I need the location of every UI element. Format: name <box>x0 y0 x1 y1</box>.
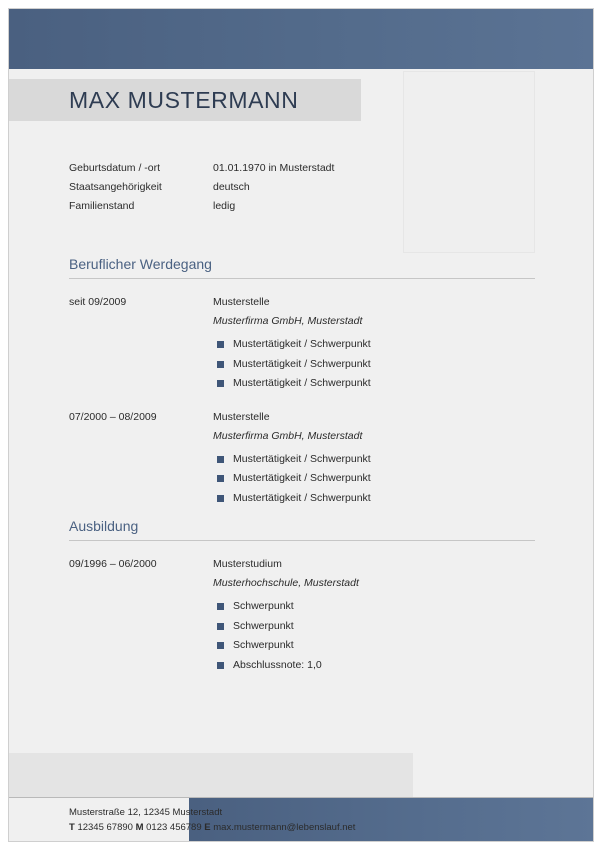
mobile-value: 0123 456789 <box>146 822 202 833</box>
header-band <box>9 9 593 69</box>
footer-backdrop <box>9 753 413 797</box>
name-banner <box>9 79 361 121</box>
list-item <box>213 450 535 470</box>
bullet-square-icon <box>217 380 224 387</box>
header-band-gradient <box>9 9 593 69</box>
footer-address: Musterstraße 12, 12345 Musterstadt <box>69 807 223 818</box>
list-item-label: Mustertätigkeit / Schwerpunkt <box>233 472 371 484</box>
entry-bullet-list <box>213 335 535 394</box>
phone-label: T <box>69 822 75 833</box>
list-item <box>213 489 535 509</box>
list-item-label: Mustertätigkeit / Schwerpunkt <box>233 377 371 389</box>
entry-body <box>213 408 535 509</box>
list-item-label: Abschlussnote: 1,0 <box>233 658 322 671</box>
list-item-label: Schwerpunkt <box>233 619 294 632</box>
bullet-square-icon <box>217 475 224 482</box>
phone-value: 12345 67890 <box>77 822 133 833</box>
personal-row <box>69 178 489 197</box>
section-title: Beruflicher Werdegang <box>69 256 212 272</box>
career-entry <box>69 293 535 394</box>
section-career <box>69 256 535 508</box>
personal-label: Familienstand <box>69 200 135 212</box>
list-item-label: Mustertätigkeit / Schwerpunkt <box>233 491 371 504</box>
personal-value: 01.01.1970 in Musterstadt <box>213 162 335 174</box>
list-item-label: Schwerpunkt <box>233 639 294 651</box>
list-item-label: Mustertätigkeit / Schwerpunkt <box>233 452 371 465</box>
bullet-square-icon <box>217 341 224 348</box>
bullet-square-icon <box>217 642 224 649</box>
entry-role: Musterstudium <box>213 558 282 570</box>
entry-organization: Musterfirma GmbH, Musterstadt <box>213 315 363 327</box>
personal-value: deutsch <box>213 181 250 193</box>
bullet-square-icon <box>217 456 224 463</box>
personal-row <box>69 197 489 216</box>
personal-value: ledig <box>213 200 236 212</box>
bullet-square-icon <box>217 495 224 502</box>
entry-date: 07/2000 – 08/2009 <box>69 410 157 423</box>
list-item <box>213 636 535 656</box>
footer-contact <box>69 805 355 835</box>
resume-sheet <box>8 8 594 842</box>
bullet-square-icon <box>217 662 224 669</box>
section-divider <box>69 540 535 541</box>
section-education <box>69 518 535 675</box>
career-entry <box>69 408 535 509</box>
list-item <box>213 597 535 617</box>
list-item <box>213 617 535 637</box>
personal-label: Geburtsdatum / -ort <box>69 162 161 174</box>
list-item-label: Schwerpunkt <box>233 600 294 612</box>
list-item <box>213 335 535 355</box>
list-item <box>213 374 535 394</box>
entry-organization: Musterfirma GmbH, Musterstadt <box>213 429 363 442</box>
personal-label: Staatsangehörigkeit <box>69 181 162 193</box>
entry-body <box>213 555 535 675</box>
entry-body <box>213 293 535 394</box>
email-label: E <box>204 822 211 833</box>
personal-details <box>69 159 489 216</box>
section-title: Ausbildung <box>69 518 139 534</box>
page-title: MAX MUSTERMANN <box>69 86 299 113</box>
entry-organization: Musterhochschule, Musterstadt <box>213 577 359 589</box>
footer-divider <box>9 797 593 798</box>
entry-date: 09/1996 – 06/2000 <box>69 558 157 570</box>
bullet-square-icon <box>217 361 224 368</box>
list-item-label: Mustertätigkeit / Schwerpunkt <box>233 357 371 370</box>
personal-row <box>69 159 489 178</box>
section-divider <box>69 278 535 279</box>
email-value: max.mustermann@lebenslauf.net <box>213 822 356 833</box>
bullet-square-icon <box>217 603 224 610</box>
entry-bullet-list <box>213 450 535 509</box>
entry-bullet-list <box>213 597 535 675</box>
list-item-label: Mustertätigkeit / Schwerpunkt <box>233 338 371 350</box>
bullet-square-icon <box>217 623 224 630</box>
list-item <box>213 355 535 375</box>
list-item <box>213 469 535 489</box>
mobile-label: M <box>135 822 144 833</box>
entry-role: Musterstelle <box>213 410 270 423</box>
entry-role: Musterstelle <box>213 296 270 308</box>
education-entry <box>69 555 535 675</box>
entry-date: seit 09/2009 <box>69 296 127 308</box>
list-item <box>213 656 535 676</box>
footer-contact-line <box>69 820 355 835</box>
